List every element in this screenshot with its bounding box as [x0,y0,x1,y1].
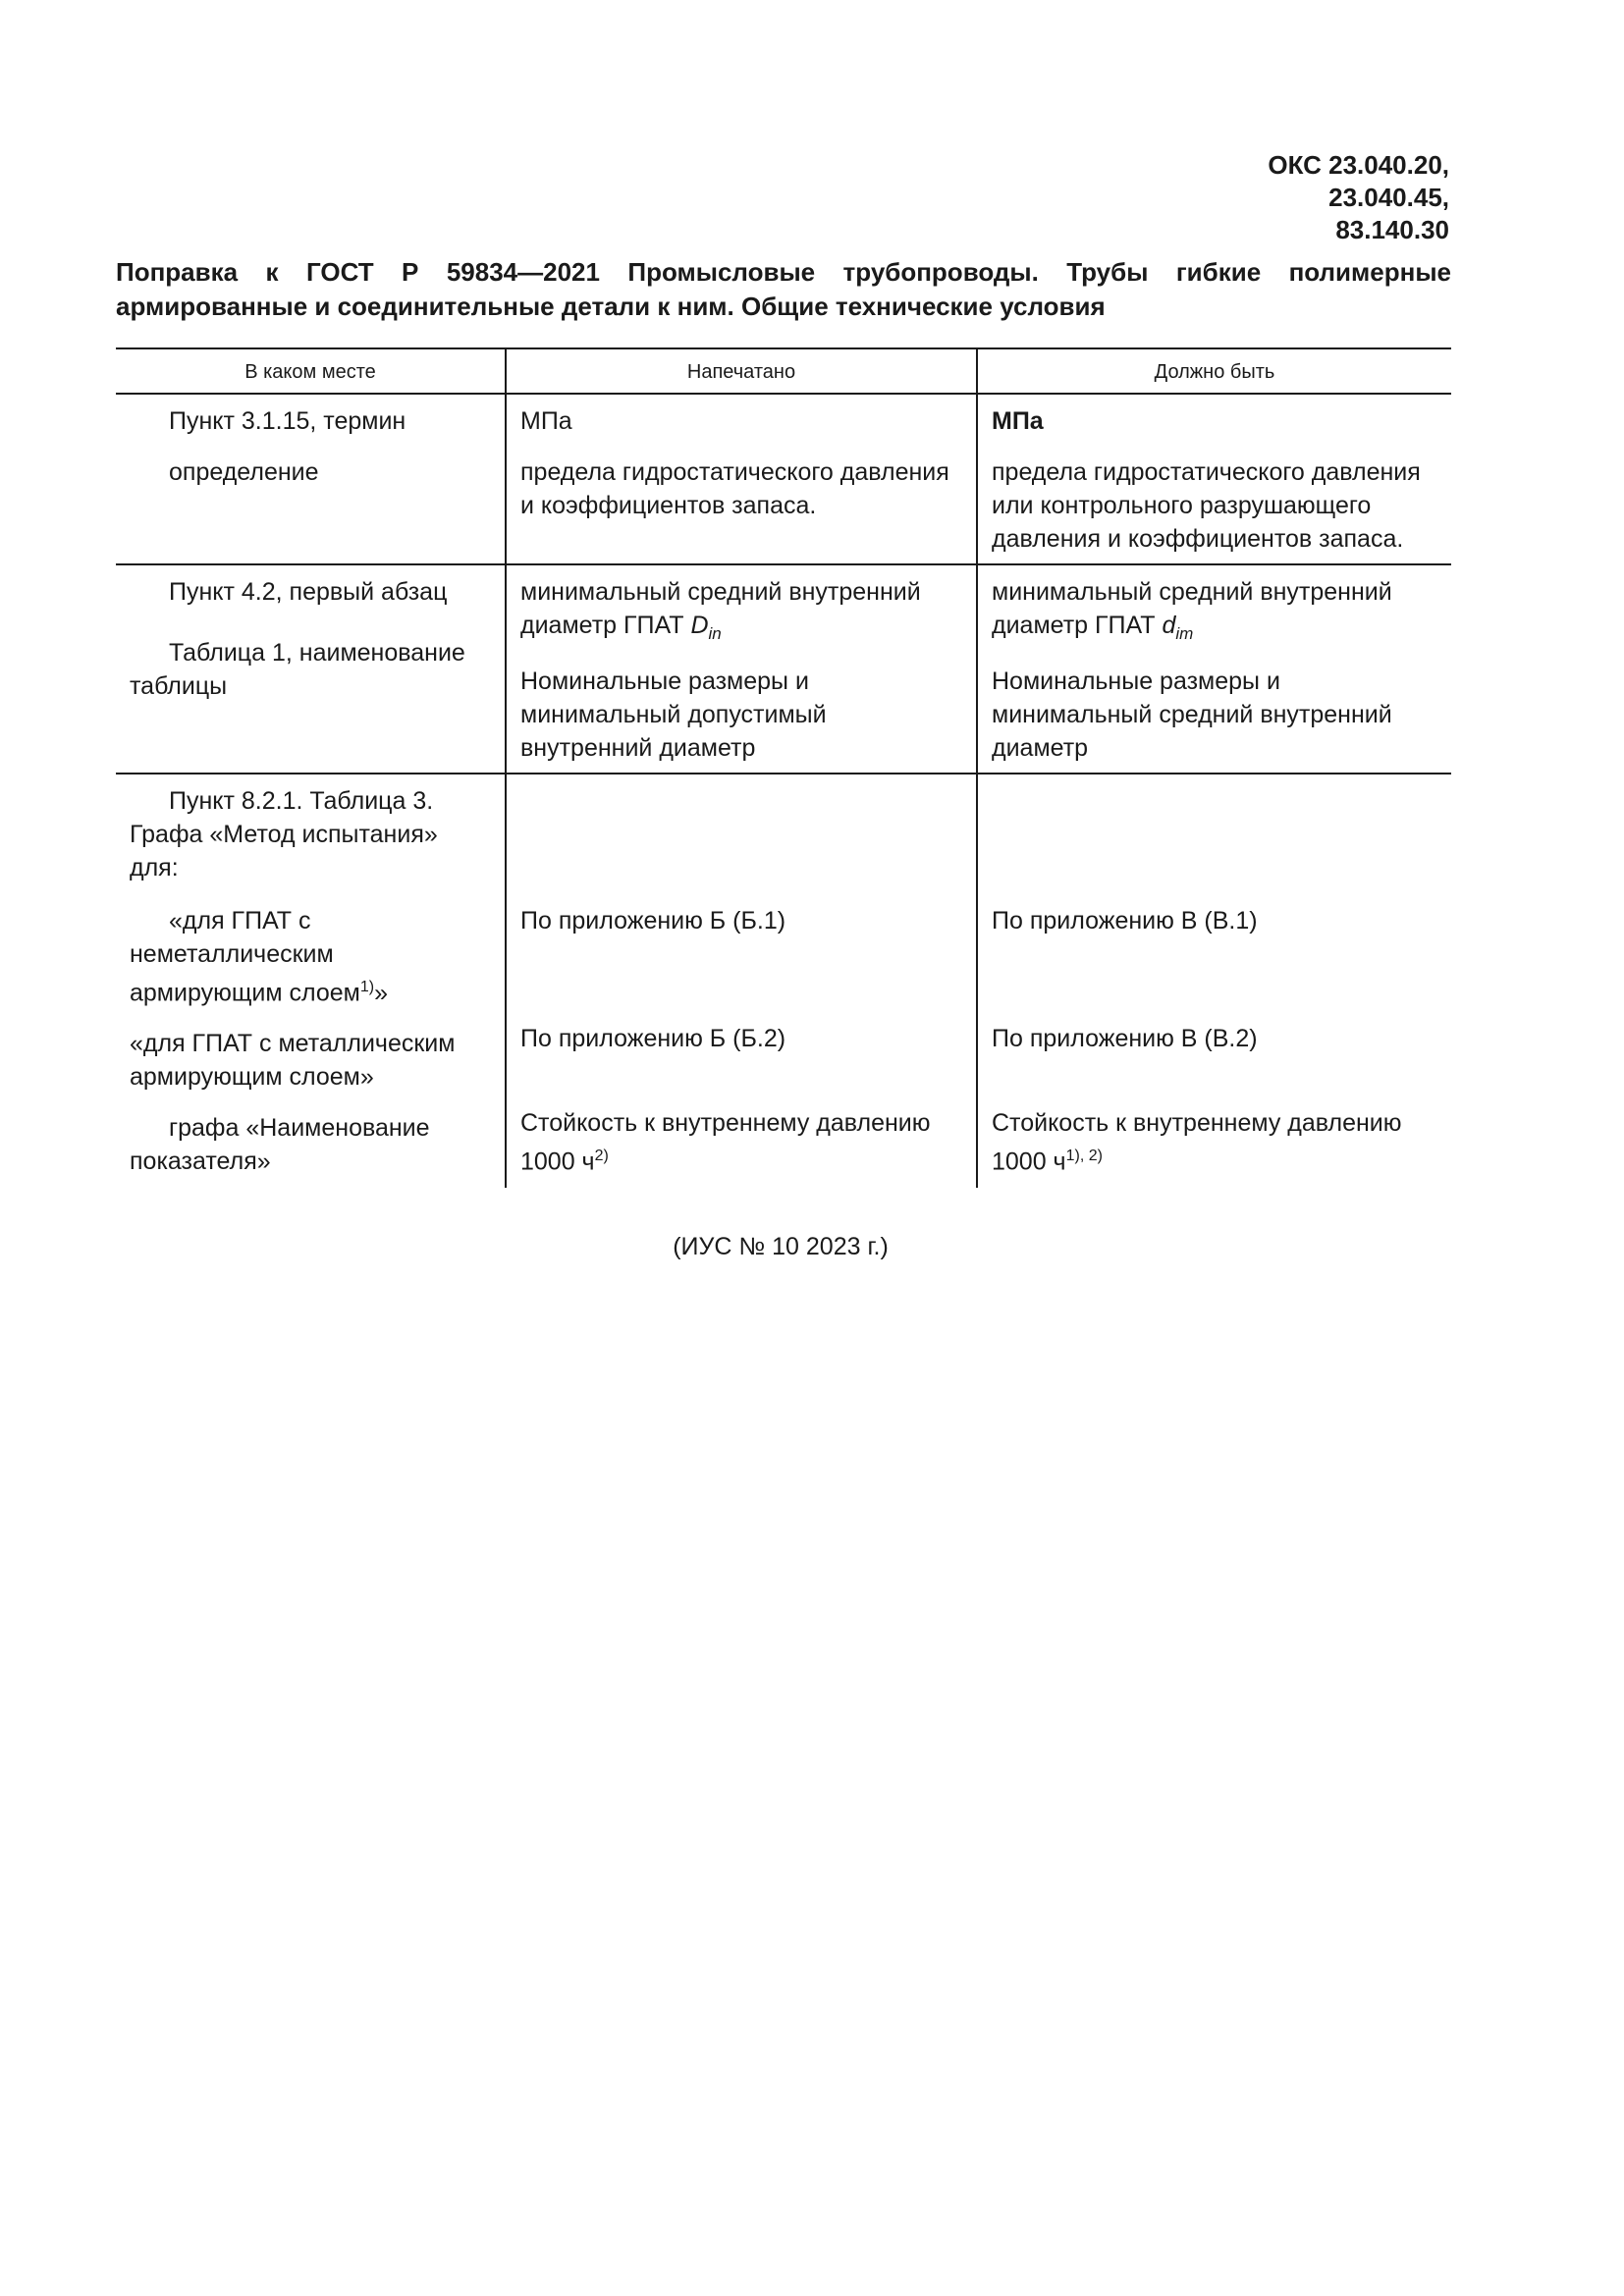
printed-text: предела гидростатического давления и коэффициентов запаса. [520,458,949,519]
corrected-text: По приложению В (В.1) [992,907,1258,934]
location-text: Пункт 8.2.1. Таблица 3. Графа «Метод испытания» для: [130,787,438,881]
footer-ius: (ИУС № 10 2023 г.) [673,1233,889,1260]
printed-text: Стойкость к внутреннему давлению 1000 $ч^{2)}$ [520,1109,931,1176]
header-should-be: Должно быть [976,349,1451,393]
oks-code-1: ОКС 23.040.20, [1268,150,1449,180]
oks-code-2: 23.040.45, [1328,183,1449,212]
location-text: Пункт 4.2, первый абзац [169,578,448,606]
table-row-group-3 [116,774,1451,1188]
printed-text: По приложению Б (Б.1) [520,907,786,934]
corrected-text: Стойкость к внутреннему давлению 1000 $ч^{1), 2)}$ [992,1109,1402,1176]
printed-text: минимальный средний внутренний диаметр ГПАТ $D_{in}$ [520,578,921,643]
location-text: графа «Наименование показателя» [130,1114,430,1176]
printed-text: Номинальные размеры и минимальный допустимый внутренний диаметр [520,667,827,762]
table-row-group-1 [116,395,1451,565]
oks-codes [1268,149,1449,246]
document-title: Поправка к ГОСТ Р 59834—2021 Промысловые трубопроводы. Трубы гибкие полимерные армированные и соединительные детали к ним. Общие технические условия [116,257,1451,321]
printed-text: По приложению Б (Б.2) [520,1025,786,1052]
table-header [116,349,1451,395]
corrected-text: МПа [992,407,1044,435]
location-text: «для ГПАТ с металлическим армирующим слоем» [130,1030,456,1092]
location-text: Пункт 3.1.15, термин [169,407,406,435]
oks-code-3: 83.140.30 [1335,215,1449,244]
corrected-text: минимальный средний внутренний диаметр ГПАТ $d_{im}$ [992,578,1392,643]
amendment-table [116,347,1451,1188]
location-text: Таблица 1, наименование таблицы [130,639,465,700]
header-location: В каком месте [244,361,376,383]
location-text: «для ГПАТ с неметаллическим армирующим слоем$^{1)}$» [130,907,389,1007]
corrected-text: Номинальные размеры и минимальный средний внутренний диаметр [992,667,1392,762]
location-text: определение [169,458,319,486]
table-row-group-2 [116,565,1451,774]
printed-text: МПа [520,407,572,435]
header-printed: Напечатано [505,349,976,393]
corrected-text: По приложению В (В.2) [992,1025,1258,1052]
corrected-text: предела гидростатического давления или контрольного разрушающего давления и коэффициентов запаса. [992,458,1421,553]
